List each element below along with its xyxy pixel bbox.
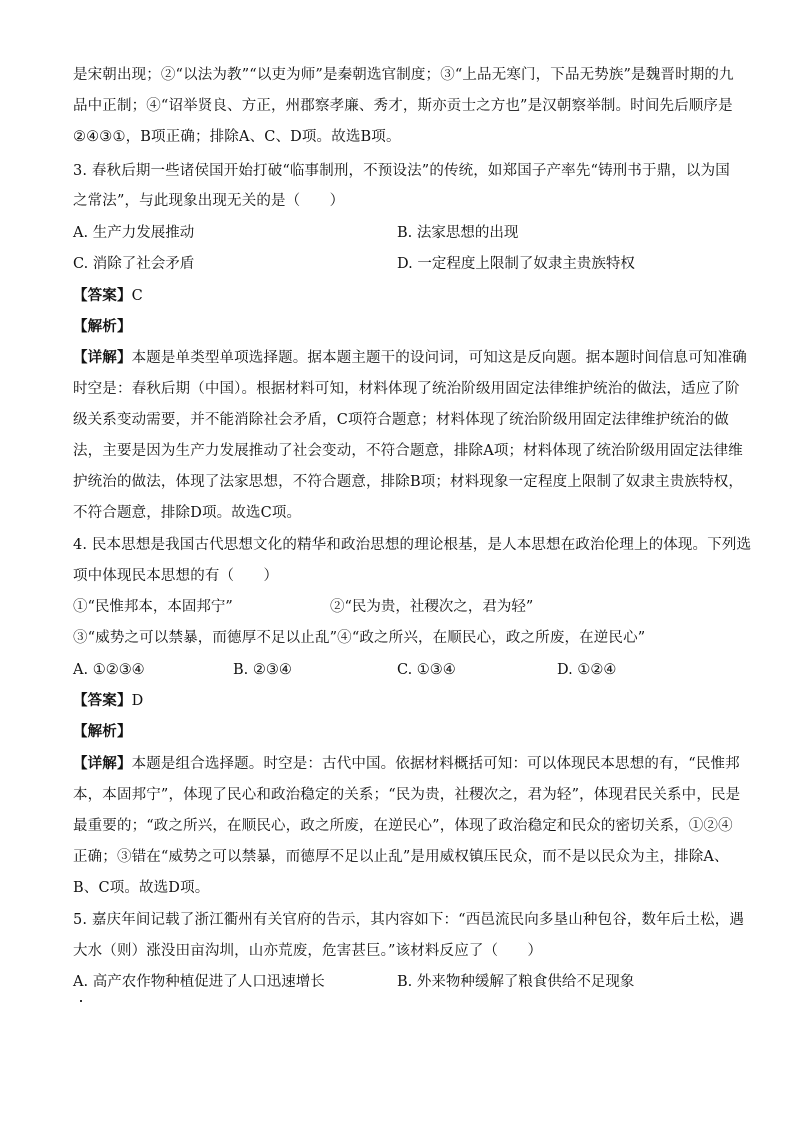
stray-mark [80,1000,82,1002]
q5-stem-line-2: 大水（则）涨没田亩沟圳，山亦荒废，危害甚巨。”该材料反应了（ ） [73,943,543,959]
q3-analysis-tag [73,317,723,337]
q3-analysis-label: 【解析】 [73,318,132,335]
q3-option-d: D. 一定程度上限制了奴隶主贵族特权 [397,256,635,272]
q4-option-a: A. ①②③④ [73,662,145,678]
q4-stem-line-2: 项中体现民本思想的有（ ） [73,568,279,584]
q4-detail-line-4: 正确；③错在“威势之可以禁暴，而德厚不足以止乱”是用威权镇压民众，而不是以民众为主，排除A、 [73,849,729,865]
q4-answer-tag: 【答案】 [73,692,132,709]
q3-stem-line-2: 之常法”，与此现象出现无关的是（ ） [73,193,345,209]
prev-analysis-line-1: 是宋朝出现；②“以法为教”“以吏为师”是秦朝选官制度；③“上品无寒门，下品无势族”是魏晋时期的九 [73,67,734,83]
q4-answer-value: D [131,693,144,709]
q5-option-a: A. 高产农作物种植促进了人口迅速增长 [73,974,325,990]
q4-detail-line-1 [73,754,740,774]
q3-detail-line-5: 护统治的做法，体现了法家思想，不符合题意，排除B项；材料现象一定程度上限制了奴隶主贵族特权， [73,474,744,490]
q3-detail-line-2: 时空是：春秋后期（中国）。根据材料可知，材料体现了统治阶级用固定法律维护统治的做法，适应了阶 [73,381,740,397]
q4-stem-line-1: 4. 民本思想是我国古代思想文化的精华和政治思想的理论根基，是人本思想在政治伦理上的体现。下列选 [73,537,752,553]
q4-answer [73,691,723,711]
q4-detail-line-2: 本，本固邦宁”，体现了民心和政治稳定的关系；“民为贵，社稷次之，君为轻”，体现君民关系中，民是 [73,787,741,803]
q3-detail-line-3: 级关系变动需要，并不能消除社会矛盾，C项符合题意；材料体现了统治阶级用固定法律维护统治的做 [73,412,729,428]
q4-option-d: D. ①②④ [557,662,617,678]
q5-stem-line-1: 5. 嘉庆年间记载了浙江衢州有关官府的告示，其内容如下：“西邑流民向多垦山种包谷，数年后土松，遇 [73,912,745,928]
q4-option-c: C. ①③④ [397,662,456,678]
q3-option-a: A. 生产力发展推动 [73,225,195,241]
q3-option-c: C. 消除了社会矛盾 [73,256,195,272]
q4-item-1: ①“民惟邦本，本固邦宁” [73,599,233,615]
q5-option-b: B. 外来物种缓解了粮食供给不足现象 [397,974,635,990]
q4-analysis-tag [73,722,723,742]
q4-detail-text-1: 本题是组合选择题。时空是：古代中国。依据材料概括可知：可以体现民本思想的有，“民惟邦 [131,756,740,772]
prev-analysis-line-2: 品中正制；④“诏举贤良、方正，州郡察孝廉、秀才，斯亦贡士之方也”是汉朝察举制。时间先后顺序是 [73,98,733,114]
q4-detail-line-5: B、C项。故选D项。 [73,880,210,896]
q4-option-b: B. ②③④ [233,662,292,678]
q4-detail-tag: 【详解】 [73,755,132,772]
q4-detail-line-3: 最重要的；“政之所兴，在顺民心，政之所废，在逆民心”，体现了政治稳定和民众的密切关系，①②④ [73,818,733,834]
q3-detail-tag: 【详解】 [73,349,132,366]
q4-item-3-4: ③“威势之可以禁暴，而德厚不足以止乱”④“政之所兴，在顺民心，政之所废，在逆民心” [73,630,646,646]
q3-detail-line-1 [73,348,747,368]
q3-answer-tag: 【答案】 [73,287,132,304]
q4-item-2: ②“民为贵，社稷次之，君为轻” [330,599,534,615]
prev-analysis-line-3: ②④③①，B项正确；排除A、C、D项。故选B项。 [73,129,401,145]
q3-answer [73,286,723,306]
q3-stem-line-1: 3. 春秋后期一些诸侯国开始打破“临事制刑，不预设法”的传统，如郑国子产率先“铸刑书于鼎，以为国 [73,163,730,179]
q3-answer-value: C [131,288,143,304]
q3-detail-text-1: 本题是单类型单项选择题。据本题主题干的设问词，可知这是反向题。据本题时间信息可知准确 [131,350,747,366]
q3-detail-line-4: 法，主要是因为生产力发展推动了社会变动，不符合题意，排除A项；材料体现了统治阶级用固定法律维 [73,443,743,459]
q3-option-b: B. 法家思想的出现 [397,225,519,241]
q4-analysis-label: 【解析】 [73,723,132,740]
q3-detail-line-6: 不符合题意，排除D项。故选C项。 [73,505,302,521]
